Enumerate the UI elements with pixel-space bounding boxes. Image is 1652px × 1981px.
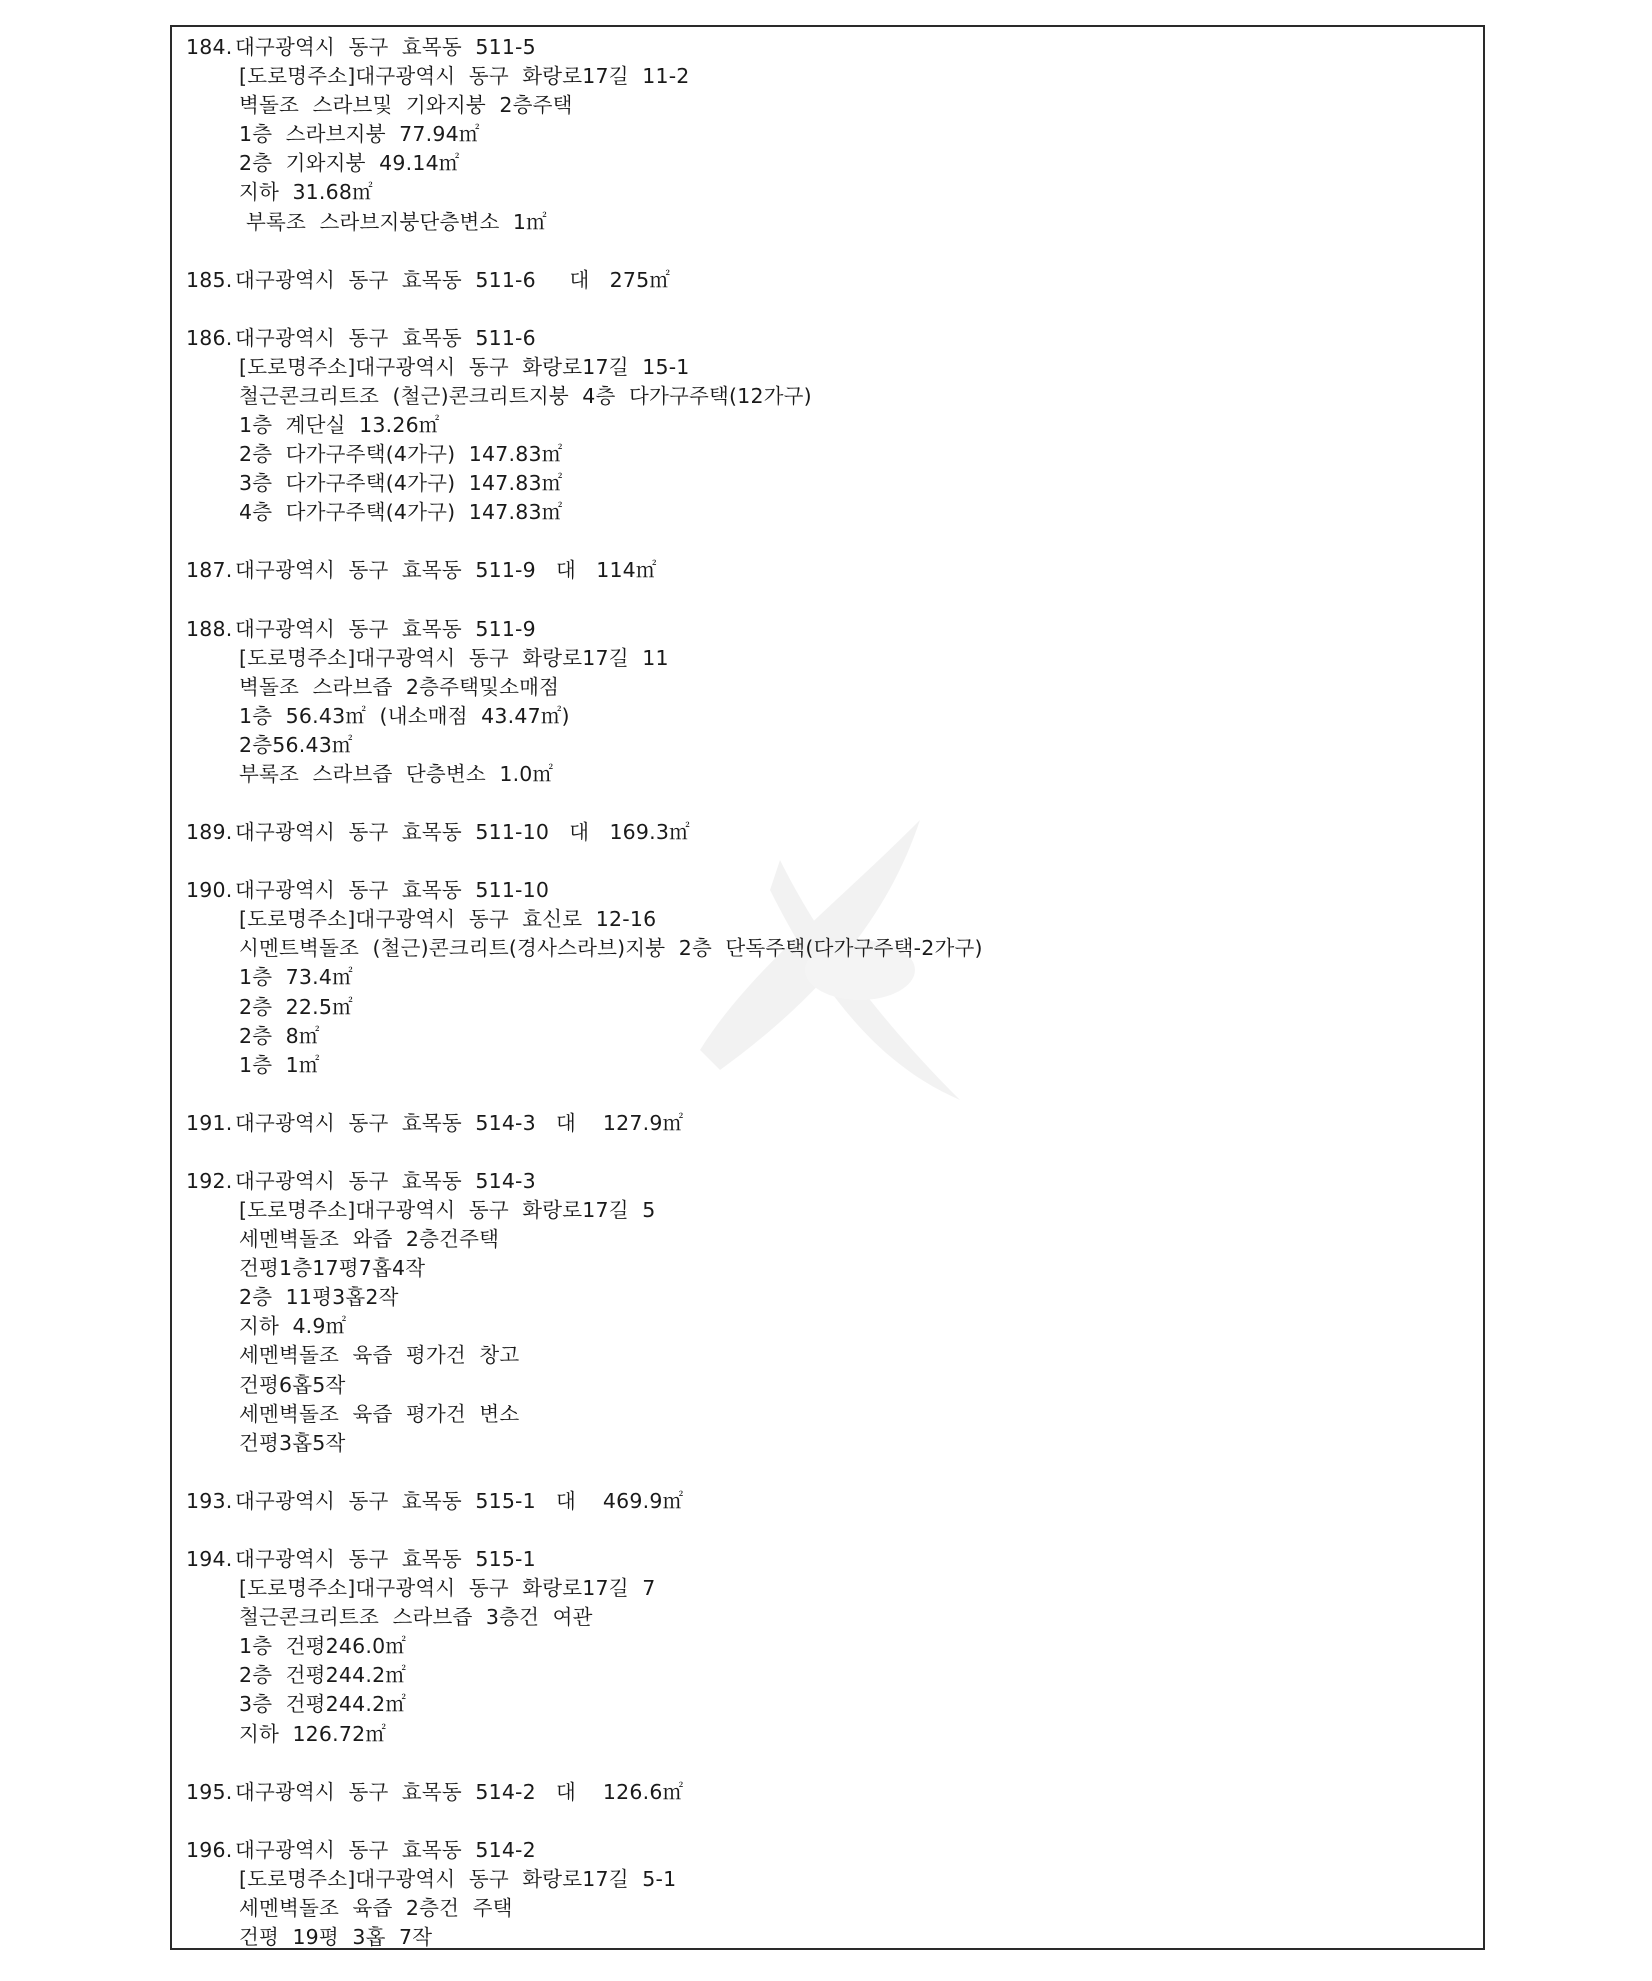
entry-detail: 세멘벽돌조 육즙 2층건 주택 <box>239 1895 513 1920</box>
entry-head <box>186 615 1466 644</box>
entry-detail: 2층 기와지붕 49.14㎡ <box>239 151 460 176</box>
entry-location: 대구광역시 동구 효목동 511-5 <box>235 35 536 59</box>
entry-head <box>186 1836 1466 1865</box>
property-entry <box>186 1836 1466 1952</box>
entry-detail: 벽돌조 스라브및 기와지붕 2층주택 <box>239 93 573 118</box>
entry-head <box>186 266 1466 295</box>
entry-number: 189. <box>186 820 233 845</box>
entry-detail: [도로명주소]대구광역시 동구 효신로 12-16 <box>239 907 657 932</box>
entry-detail: 벽돌조 스라브즙 2층주택및소매점 <box>239 674 560 699</box>
entry-detail: 1층 스라브지붕 77.94㎡ <box>239 122 480 147</box>
entry-detail: 2층56.43㎡ <box>239 732 353 757</box>
property-entry <box>186 266 1466 295</box>
entry-detail: 지하 31.68㎡ <box>239 180 373 205</box>
entry-detail: 철근콘크리트조 스라브즙 3층건 여관 <box>239 1605 593 1630</box>
entry-location: 대구광역시 동구 효목동 511-9 <box>235 616 536 641</box>
entry-detail: 2층 다가구주택(4가구) 147.83㎡ <box>239 442 563 467</box>
entry-location: 대구광역시 동구 효목동 511-10 대 169.3㎡ <box>235 820 690 845</box>
entry-location: 대구광역시 동구 효목동 511-10 <box>235 878 550 903</box>
property-entry <box>186 818 1466 847</box>
entry-detail: 세멘벽돌조 육즙 평가건 변소 <box>239 1401 520 1426</box>
entry-location: 대구광역시 동구 효목동 511-6 대 275㎡ <box>235 267 671 292</box>
entry-detail: 세멘벽돌조 와즙 2층건주택 <box>239 1227 500 1252</box>
property-entry <box>186 615 1466 790</box>
entry-detail: 3층 건평244.2㎡ <box>239 1692 407 1717</box>
property-entry <box>186 1167 1466 1458</box>
entry-detail: 4층 다가구주택(4가구) 147.83㎡ <box>239 500 563 525</box>
entry-location: 대구광역시 동구 효목동 511-9 대 114㎡ <box>235 558 657 583</box>
entry-detail: 3층 다가구주택(4가구) 147.83㎡ <box>239 471 563 496</box>
property-entry <box>186 556 1466 585</box>
entry-detail: [도로명주소]대구광역시 동구 화랑로17길 5-1 <box>239 1866 677 1891</box>
entry-number: 185. <box>186 267 233 292</box>
entry-detail: 2층 건평244.2㎡ <box>239 1663 407 1688</box>
entry-head <box>186 556 1466 585</box>
property-entry <box>186 1487 1466 1516</box>
entry-detail: [도로명주소]대구광역시 동구 화랑로17길 15-1 <box>239 354 690 379</box>
entry-detail: 2층 11평3홉2작 <box>239 1285 399 1310</box>
entry-number: 195. <box>186 1779 233 1804</box>
entry-number: 184. <box>186 35 233 59</box>
entry-location: 대구광역시 동구 효목동 514-2 <box>235 1837 536 1862</box>
entry-head <box>186 33 1466 62</box>
entry-head <box>186 1487 1466 1516</box>
entry-detail: 1층 계단실 13.26㎡ <box>239 413 440 438</box>
entry-detail: [도로명주소]대구광역시 동구 화랑로17길 7 <box>239 1576 656 1601</box>
property-entry-list <box>186 33 1466 1981</box>
entry-head <box>186 818 1466 847</box>
entry-number: 192. <box>186 1168 233 1193</box>
entry-detail: 건평 19평 3홉 7작 <box>239 1924 433 1949</box>
entry-number: 190. <box>186 878 233 903</box>
property-entry <box>186 33 1466 237</box>
entry-head <box>186 876 1466 905</box>
property-entry <box>186 1109 1466 1138</box>
entry-detail: 1층 건평246.0㎡ <box>239 1634 407 1659</box>
entry-detail: 부록조 스라브즙 단층변소 1.0㎡ <box>239 761 554 786</box>
entry-detail: 세멘벽돌조 육즙 평가건 창고 <box>239 1343 520 1368</box>
entry-detail: 지하 4.9㎡ <box>239 1314 347 1339</box>
entry-number: 191. <box>186 1110 233 1135</box>
entry-location: 대구광역시 동구 효목동 511-6 <box>235 325 536 350</box>
entry-number: 196. <box>186 1837 233 1862</box>
entry-detail: 시멘트벽돌조 (철근)콘크리트(경사스라브)지붕 2층 단독주택(다가구주택-2가구) <box>239 936 983 961</box>
entry-head <box>186 1778 1466 1807</box>
entry-head <box>186 1109 1466 1138</box>
entry-location: 대구광역시 동구 효목동 514-3 대 127.9㎡ <box>235 1110 684 1135</box>
property-entry <box>186 1778 1466 1807</box>
entry-detail: 1층 56.43㎡ (내소매점 43.47㎡) <box>239 703 570 728</box>
entry-head <box>186 1545 1466 1574</box>
entry-detail: 부록조 스라브지붕단층변소 1㎡ <box>246 209 547 234</box>
entry-detail: [도로명주소]대구광역시 동구 화랑로17길 5 <box>239 1198 656 1222</box>
entry-head <box>186 1167 1466 1196</box>
entry-number: 187. <box>186 558 233 583</box>
entry-detail: 건평3홉5작 <box>239 1430 346 1455</box>
entry-detail: 건평1층17평7홉4작 <box>239 1256 426 1281</box>
entry-number: 188. <box>186 616 233 641</box>
entry-detail: 건평6홉5작 <box>239 1372 346 1397</box>
property-entry <box>186 876 1466 1080</box>
entry-detail: 1층 1㎡ <box>239 1052 320 1077</box>
entry-detail: 2층 8㎡ <box>239 1023 320 1048</box>
entry-detail: [도로명주소]대구광역시 동구 화랑로17길 11-2 <box>239 64 690 89</box>
entry-detail: 2층 22.5㎡ <box>239 994 353 1019</box>
entry-location: 대구광역시 동구 효목동 514-2 대 126.6㎡ <box>235 1779 684 1804</box>
entry-detail: [도로명주소]대구광역시 동구 화랑로17길 11 <box>239 645 669 670</box>
entry-detail: 1층 73.4㎡ <box>239 965 353 990</box>
entry-head <box>186 324 1466 353</box>
entry-detail: 지하 126.72㎡ <box>239 1721 387 1746</box>
property-entry <box>186 1545 1466 1749</box>
entry-number: 193. <box>186 1488 233 1513</box>
entry-location: 대구광역시 동구 효목동 515-1 <box>235 1546 536 1571</box>
entry-number: 186. <box>186 325 233 350</box>
entry-location: 대구광역시 동구 효목동 515-1 대 469.9㎡ <box>235 1488 684 1513</box>
entry-detail: 철근콘크리트조 (철근)콘크리트지붕 4층 다가구주택(12가구) <box>239 383 812 408</box>
entry-location: 대구광역시 동구 효목동 514-3 <box>235 1168 536 1193</box>
property-entry <box>186 324 1466 528</box>
entry-number: 194. <box>186 1546 233 1571</box>
